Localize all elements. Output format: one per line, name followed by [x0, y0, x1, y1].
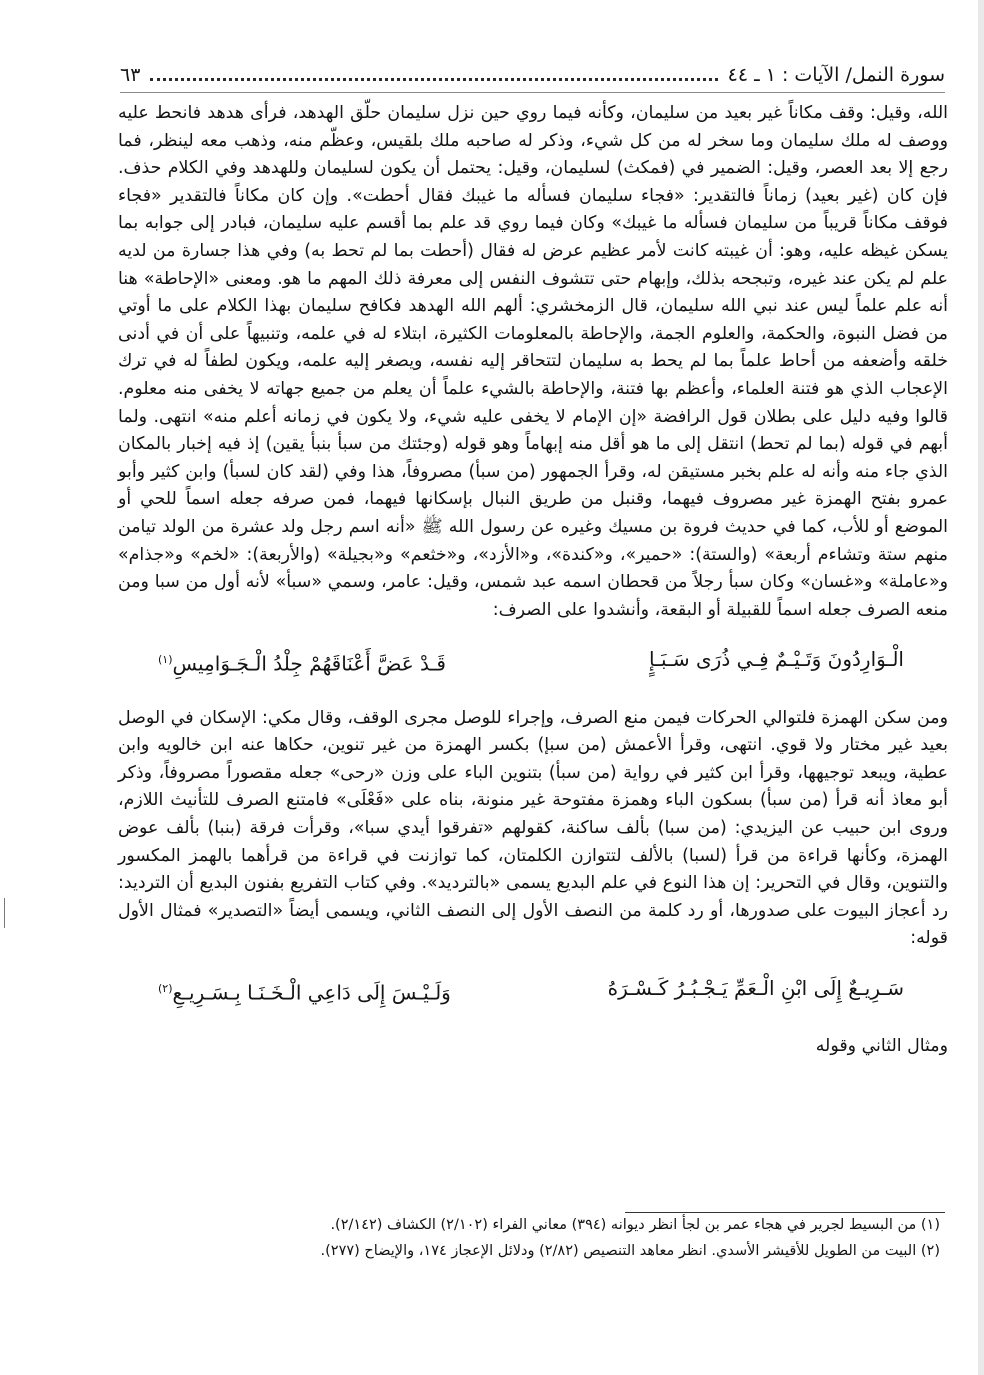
text-line: أن غيبته كانت لأمر عظيم عرض له فقال (أحطت بما لم تحط به) وفي هذا جسارة من لديه علم لم يكن عند غيره، وتبجحه [118, 240, 948, 289]
text-line: قريباً من سليمان فسأله ما غيبك» وكان فيما روي قد علم بما أقسم عليه سليمان، فبادر إلى جوابه بما يسكن غيظه عليه، وهو: [118, 213, 948, 261]
text-line: «سبأ» لأنه أول من سبا ومن منعه الصرف جعله اسماً للقبيلة أو البقعة، وأنشدوا على الصرف: [118, 572, 948, 620]
verse-1-first-hemistich: الْـوَارِدُونَ وَتَـيْـمٌ فِـي ذُرَى سَـبَـإٍ [649, 647, 904, 672]
footnote-item: (١) من البسيط لجرير في هجاء عمر بن لجأ انظر ديوانه (٣٩٤) معاني الفراء (٢/١٠٢) الكشاف (٢/١٤٢). [330, 1217, 940, 1233]
text-line: إن هذا النوع في علم البديع يسمى «بالترديد». وفي كتاب التفريع بفنون البديع أن الترديد: رد أعجاز البيوت على [118, 873, 949, 921]
text-line: عطية، ويبعد توجيهها، وقرأ ابن كثير في رواية (من سبأ) بتنوين الباء على وزن «رحى» جعله مقصوراً مصروفاً، وذكر أبو [118, 762, 948, 811]
header-dot-leader [150, 70, 717, 81]
page-edge-shadow [978, 0, 984, 1375]
closing-line: ومثال الثاني وقوله [815, 1036, 948, 1057]
verse-1-second-text: قَـدْ عَضَّ أَعْنَاقَهُمْ جِلْدُ الْـجَـوَامِيسِ [172, 651, 446, 676]
page-number: ٦٣ [120, 64, 141, 86]
verse-1-second-hemistich [158, 646, 446, 678]
text-line: بذلك، وإبهام حتى تتشوف النفس إلى معرفة ذلك المهم ما هو. ومعنى «الإحاطة» هنا أنه علم علماً ليس عند نبي الله [118, 268, 948, 317]
text-line: معاذ أنه قرأ (من سبأ) بسكون الباء وهمزة مفتوحة غير منونة، بناه على «فَعْلَى» فامتنع الصرف للتأنيث اللازم، وروى ابن [118, 790, 948, 838]
text-line: ومن سكن الهمزة فلتوالي الحركات فيمن منع الصرف، وإجراء للوصل مجرى الوقف، وقال مكي: الإسكان في [165, 707, 948, 728]
text-line: مصروفاً، هذا وفي (لقد كان لسبأ) وابن كثير وأبو عمرو بفتح الهمزة غير مصروف فيهما، وقنبل من طريق النبال بإسكانها [118, 461, 948, 510]
main-text [118, 100, 948, 1061]
text-line: الله، وقيل: وقف مكاناً غير بعيد من سليمان، وكأنه فيما روي حين نزل سليمان حلّق الهدهد، فرأى هدهد فانحط عليه [118, 103, 948, 123]
text-line: حبيب عن اليزيدي: (من سبا) بألف ساكنة، كقولهم «تفرقوا أيدي سبا»، وقرأت فرقة (بنبا) بألف عوض الهمزة، وكأنها [118, 817, 948, 866]
text-line: (والأربعة): «لخم» و«جذام» و«عاملة» و«غسان» وكان سبأ رجلاً من قحطان اسمه عبد شمس، وقيل: عامر، وسمي [118, 544, 948, 593]
paragraph-2 [118, 705, 948, 953]
running-header [120, 58, 945, 93]
footnotes [140, 1212, 940, 1264]
text-line: رجل ولد عشرة من الولد تيامن منهم ستة وتشاءم أربعة» (والستة): «حمير»، و«كندة»، و«الأزد»، و«خثعم» و«بجيلة» [118, 516, 948, 565]
text-line: إلا بعد العصر، وقيل: الضمير في (فمكث) لسليمان، وقيل: يحتمل أن يكون لسليمان وللهدهد وفي الكلام حذف. فإن [118, 158, 948, 206]
verse-2-second-text: وَلَـيْـسَ إِلَى دَاعِي الْـخَـنَـا بِـسَـرِيـعِ [172, 980, 451, 1005]
text-line: والإحاطة بالشيء علماً أن يعلم من جميع جهاته لا يخفى منه معلوم. قالوا وفيه دليل على بطلان قول الرافضة «إن الإمام لا [118, 378, 948, 427]
footnote-item: (٢) البيت من الطويل للأقيشر الأسدي. انظر معاهد التنصيص (٢/٨٢) ودلائل الإعجاز ١٧٤، والإيضاح (٢٧٧). [320, 1243, 940, 1259]
text-line: (وجئتك من سبأ بنبأ يقين) إذ فيه إخبار بالمكان الذي جاء منه وأنه له علم بخبر مستيقن له، وقرأ الجمهور (من سبأ) [118, 434, 948, 482]
text-line: فيهما، فمن صرفه جعله اسماً للحي أو الموضع أو للأب، كما في حديث فروة بن مسيك وغيره عن رسول الله ﷺ «أنه اسم [118, 489, 948, 537]
verse-2-first-hemistich: سَـرِيـعٌ إِلَى ابْنِ الْـعَمِّ يَـجْـبُـرُ كَـسْـرَهُ [607, 975, 904, 1000]
margin-mark [4, 898, 5, 928]
verse-1 [118, 646, 948, 678]
verse-2 [118, 975, 948, 1007]
text-line: سليمان لتتحاقر إليه نفسه، ويصغر إليه علمه، ويكون لطفاً له في ترك الإعجاب الذي هو فتنة العلماء، وأعظم بها فتنة، [118, 351, 948, 399]
text-line: سليمان، قال الزمخشري: ألهم الله الهدهد فكافح سليمان بهذا الكلام على ما أوتي من فضل النبوة، والحكمة، والعلوم [118, 296, 948, 344]
text-line: صدورها، أو رد كلمة من النصف الأول إلى النصف الثاني، ويسمى أيضاً «التصدير» فمثال الأول قوله: [118, 900, 948, 949]
footnote-ref-2[interactable]: (٢) [158, 981, 173, 995]
text-line: قراءة من قرأ (لسبا) بالألف لتتوازن الكلمتان، كما توازنت في قراءة من قرأهما بالهمز المكسور والتنوين، وقال في التحرير: [118, 845, 948, 894]
footnote-ref-1[interactable]: (١) [158, 653, 173, 667]
text-line: الجمة، والإحاطة بالمعلومات الكثيرة، ابتلاء له في علمه، وتنبيهاً على أن في أدنى خلقه وأضعفه من أحاط علماً بما لم يحط به [118, 323, 948, 372]
paragraph-1 [118, 100, 948, 624]
text-line: ووصف له ملك سليمان وما سخر له من كل شيء، وذكر له صاحبه ملك بلقيس، وعظّم منه، وذهب معه لينظر، فما رجع [118, 130, 948, 179]
verse-2-second-hemistich [158, 975, 451, 1007]
text-line: الوصل بعيد غير مختار ولا قوي. انتهى، وقرأ الأعمش (من سبإ) بكسر الهمزة من غير تنوين، حكاها عنه ابن خالويه وابن [118, 707, 948, 756]
header-title: سورة النمل/ الآيات : ١ ـ ٤٤ [727, 64, 945, 86]
text-line: كان (غير بعيد) زماناً فالتقدير: «فجاء سليمان فسأله ما غيبك فقال أحطت». وإن كان مكاناً فالتقدير «فجاء فوقف مكاناً [118, 185, 948, 234]
text-line: يخفى عليه شيء، ولا يكون في زمانه أعلم منه» انتهى. ولما أبهم في قوله (بما لم تحط) انتقل إلى ما هو أقل منه إبهاماً وهو قوله [118, 406, 948, 455]
